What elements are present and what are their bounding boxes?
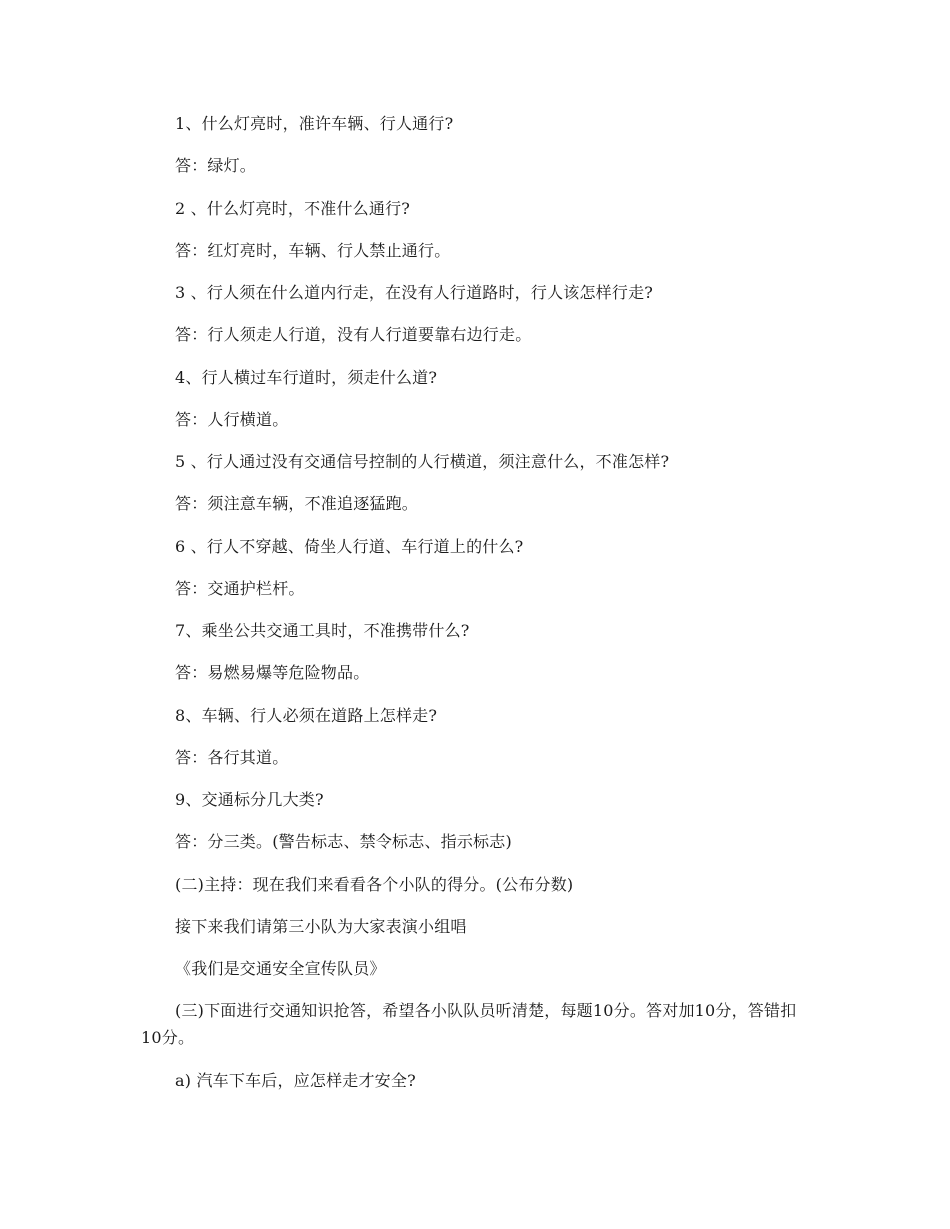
host-scores-paragraph: (二)主持：现在我们来看看各个小队的得分。(公布分数) xyxy=(175,875,574,894)
quiz-question-a: a) 汽车下车后，应怎样走才安全? xyxy=(175,1071,416,1090)
answer-9: 答：分三类。(警告标志、禁令标志、指示标志) xyxy=(175,832,512,851)
song-title: 《我们是交通安全宣传队员》 xyxy=(175,959,386,978)
answer-8: 答：各行其道。 xyxy=(175,748,289,767)
question-3: 3 、行人须在什么道内行走，在没有人行道路时，行人该怎样行走? xyxy=(175,283,654,302)
answer-7: 答：易燃易爆等危险物品。 xyxy=(175,663,370,682)
answer-4: 答：人行横道。 xyxy=(175,410,289,429)
performance-intro-paragraph: 接下来我们请第三小队为大家表演小组唱 xyxy=(175,917,467,936)
question-7: 7、乘坐公共交通工具时，不准携带什么? xyxy=(175,621,470,640)
question-4: 4、行人横过车行道时，须走什么道? xyxy=(175,368,438,387)
answer-5: 答：须注意车辆，不准追逐猛跑。 xyxy=(175,494,419,513)
question-1: 1、什么灯亮时，准许车辆、行人通行? xyxy=(175,114,454,133)
answer-2: 答：红灯亮时，车辆、行人禁止通行。 xyxy=(175,241,451,260)
question-9: 9、交通标分几大类? xyxy=(175,790,324,809)
question-6: 6 、行人不穿越、倚坐人行道、车行道上的什么? xyxy=(175,537,524,556)
quiz-rules-paragraph: (三)下面进行交通知识抢答，希望各小队队员听清楚，每题10分。答对加10分，答错扣10分。 xyxy=(141,1001,797,1047)
question-2: 2 、什么灯亮时，不准什么通行? xyxy=(175,199,411,218)
answer-1: 答：绿灯。 xyxy=(175,156,257,175)
answer-3: 答：行人须走人行道，没有人行道要靠右边行走。 xyxy=(175,325,532,344)
question-8: 8、车辆、行人必须在道路上怎样走? xyxy=(175,706,438,725)
question-5: 5 、行人通过没有交通信号控制的人行横道，须注意什么，不准怎样? xyxy=(175,452,670,471)
answer-6: 答：交通护栏杆。 xyxy=(175,579,305,598)
